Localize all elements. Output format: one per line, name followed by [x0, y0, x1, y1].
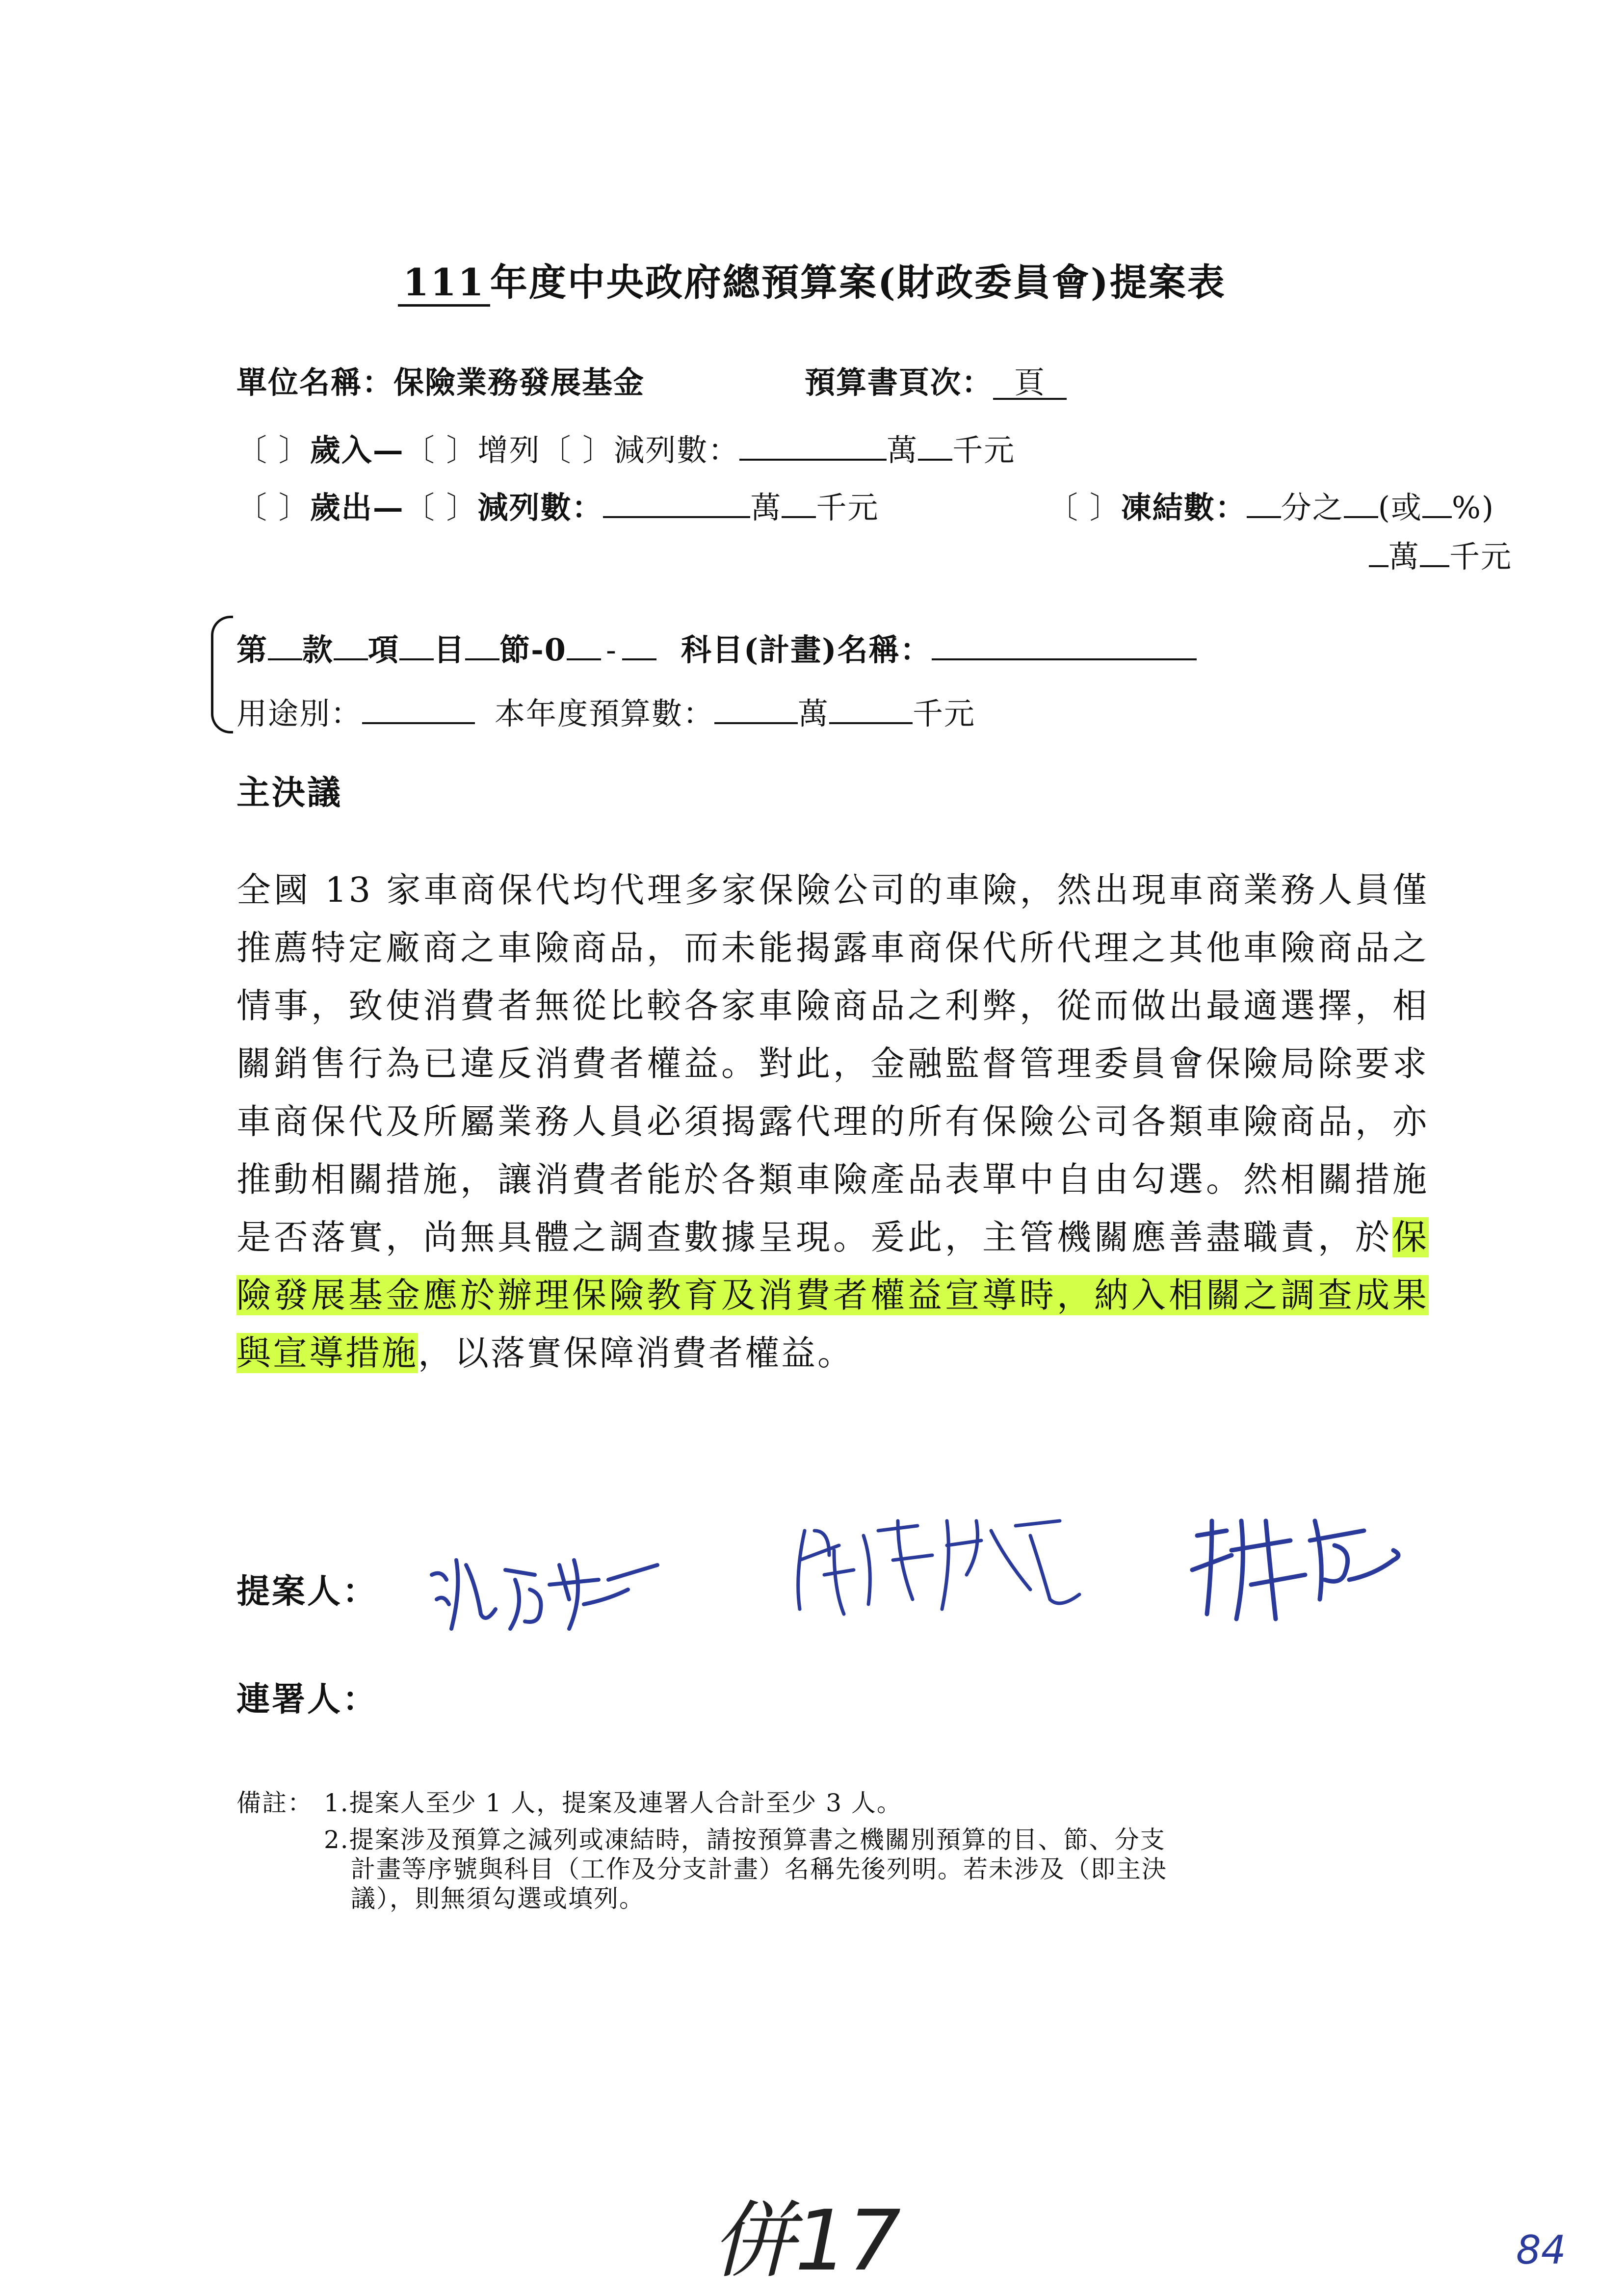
- signature-3: [1178, 1501, 1433, 1629]
- signature-1: [422, 1531, 697, 1639]
- page-row: [805, 358, 1067, 402]
- fenzhi-label: 分之: [1281, 490, 1344, 525]
- blank: [739, 459, 887, 461]
- blank: [603, 516, 750, 518]
- notes-label: 備註：: [236, 1789, 313, 1817]
- checkbox-decrease: 〔 〕: [540, 432, 614, 468]
- note-2-line-2: 計畫等序號與科目（工作及分支計畫）名稱先後列明。若未涉及（即主決: [351, 1855, 1167, 1883]
- blank: [782, 516, 816, 518]
- blank: [1247, 516, 1281, 518]
- note-2-line-3: 議），則無須勾選或填列。: [351, 1884, 645, 1913]
- wan-label: 萬: [887, 432, 918, 468]
- resolution-text-1: 全國 13 家車商保代均代理多家保險公司的車險，然出現車商業務人員僅推薦特定廠商之車險商品，而未能揭露車商保代所代理之其他車險商品之情事，致使消費者無從比較各家車險商品之利弊，從而做出最適選擇，相關銷售行為已違反消費者權益。對此，金融監督管理委員會保險局除要求車商保代及所屬業務人員必須揭露代理的所有保險公司各類車險商品，亦推動相關措施，讓消費者能於各類車險產品表單中自由勾選。然相關措施是否落實，尚無具體之調查數據呈現。爰此，主管機關應善盡職責，於: [236, 870, 1429, 1257]
- blank: [268, 658, 302, 660]
- use-label: 用途別：: [236, 696, 363, 731]
- or-close: %): [1451, 490, 1495, 525]
- increase-label: 增列: [477, 432, 541, 468]
- cosigner-label: 連署人：: [236, 1680, 378, 1719]
- title-year: 111: [398, 261, 490, 307]
- checkbox-expense: 〔 〕: [236, 490, 310, 525]
- blank: [399, 658, 434, 660]
- blank: [918, 459, 952, 461]
- page-number: 84: [1516, 2227, 1566, 2273]
- qian-label: 千元: [816, 490, 879, 525]
- page-label: 預算書頁次：: [805, 365, 994, 400]
- blank: [334, 658, 368, 660]
- xiang-label: 項: [368, 632, 400, 668]
- subject-label: 科目(計畫)名稱：: [681, 632, 932, 668]
- title-text: 年度中央政府總預算案(財政委員會)提案表: [490, 261, 1226, 304]
- resolution-body: [236, 861, 1429, 1382]
- unit-label: 單位名稱：: [236, 365, 394, 400]
- resolution-text-highlight: 保險發展基金應於辦理保險教育及消費者權益宣導時，納入相關之調查成果與宣導措施: [236, 1217, 1429, 1373]
- blank: [829, 722, 913, 724]
- dash: -: [605, 632, 617, 668]
- or-open: (或: [1378, 490, 1422, 525]
- mu-label: 目: [434, 632, 466, 668]
- blank: [1369, 565, 1388, 567]
- expense-label: 歲出—: [310, 490, 404, 525]
- blank: [1422, 516, 1452, 518]
- unit-value: 保險業務發展基金: [393, 365, 645, 400]
- expense-line: [236, 483, 879, 527]
- blank: [362, 722, 475, 724]
- use-line: [236, 689, 975, 733]
- blank: [567, 658, 601, 660]
- note-2-line-1: 2.提案涉及預算之減列或凍結時，請按預算書之機關別預算的目、節、分支: [324, 1826, 1166, 1854]
- left-brace: [211, 616, 233, 733]
- page-unit: 頁: [993, 367, 1067, 400]
- freeze-label: 凍結數：: [1121, 490, 1247, 525]
- resolution-heading: 主決議: [236, 773, 343, 812]
- note-1: 1.提案人至少 1 人，提案及連署人合計至少 3 人。: [324, 1789, 902, 1817]
- blank: [714, 722, 798, 724]
- item-line: [236, 626, 1197, 669]
- jie-label: 節-0: [499, 632, 567, 668]
- blank: [1344, 516, 1378, 518]
- freeze-amount-line: [1369, 532, 1512, 576]
- proposer-label: 提案人：: [236, 1572, 378, 1611]
- wan-label: 萬: [798, 696, 830, 731]
- wan-label: 萬: [1388, 539, 1420, 574]
- blank: [932, 658, 1197, 660]
- resolution-text-2: ，以落實保障消費者權益。: [418, 1333, 854, 1373]
- expense-decrease-label: 減列數：: [477, 490, 603, 525]
- budget-label: 本年度預算數：: [495, 696, 715, 731]
- blank: [1420, 565, 1449, 567]
- checkbox-increase: 〔 〕: [404, 432, 478, 468]
- income-line: [236, 426, 1015, 470]
- qian-label: 千元: [1449, 539, 1513, 574]
- checkbox-expense-decrease: 〔 〕: [404, 490, 478, 525]
- unit-row: [236, 358, 645, 402]
- checkbox-freeze: 〔 〕: [1048, 490, 1121, 525]
- qian-label: 千元: [913, 696, 976, 731]
- checkbox-income: 〔 〕: [236, 432, 310, 468]
- decrease-label: 減列數：: [614, 432, 740, 468]
- signature-2: [785, 1501, 1128, 1629]
- wan-label: 萬: [750, 490, 782, 525]
- freeze-line: [1048, 483, 1494, 527]
- kuan-label: 款: [302, 632, 334, 668]
- form-title: [0, 253, 1624, 306]
- di-label: 第: [236, 632, 268, 668]
- qian-label: 千元: [952, 432, 1016, 468]
- blank: [465, 658, 499, 660]
- handwritten-reference: 併17: [711, 2192, 901, 2290]
- income-label: 歲入—: [310, 432, 404, 468]
- blank: [622, 658, 656, 660]
